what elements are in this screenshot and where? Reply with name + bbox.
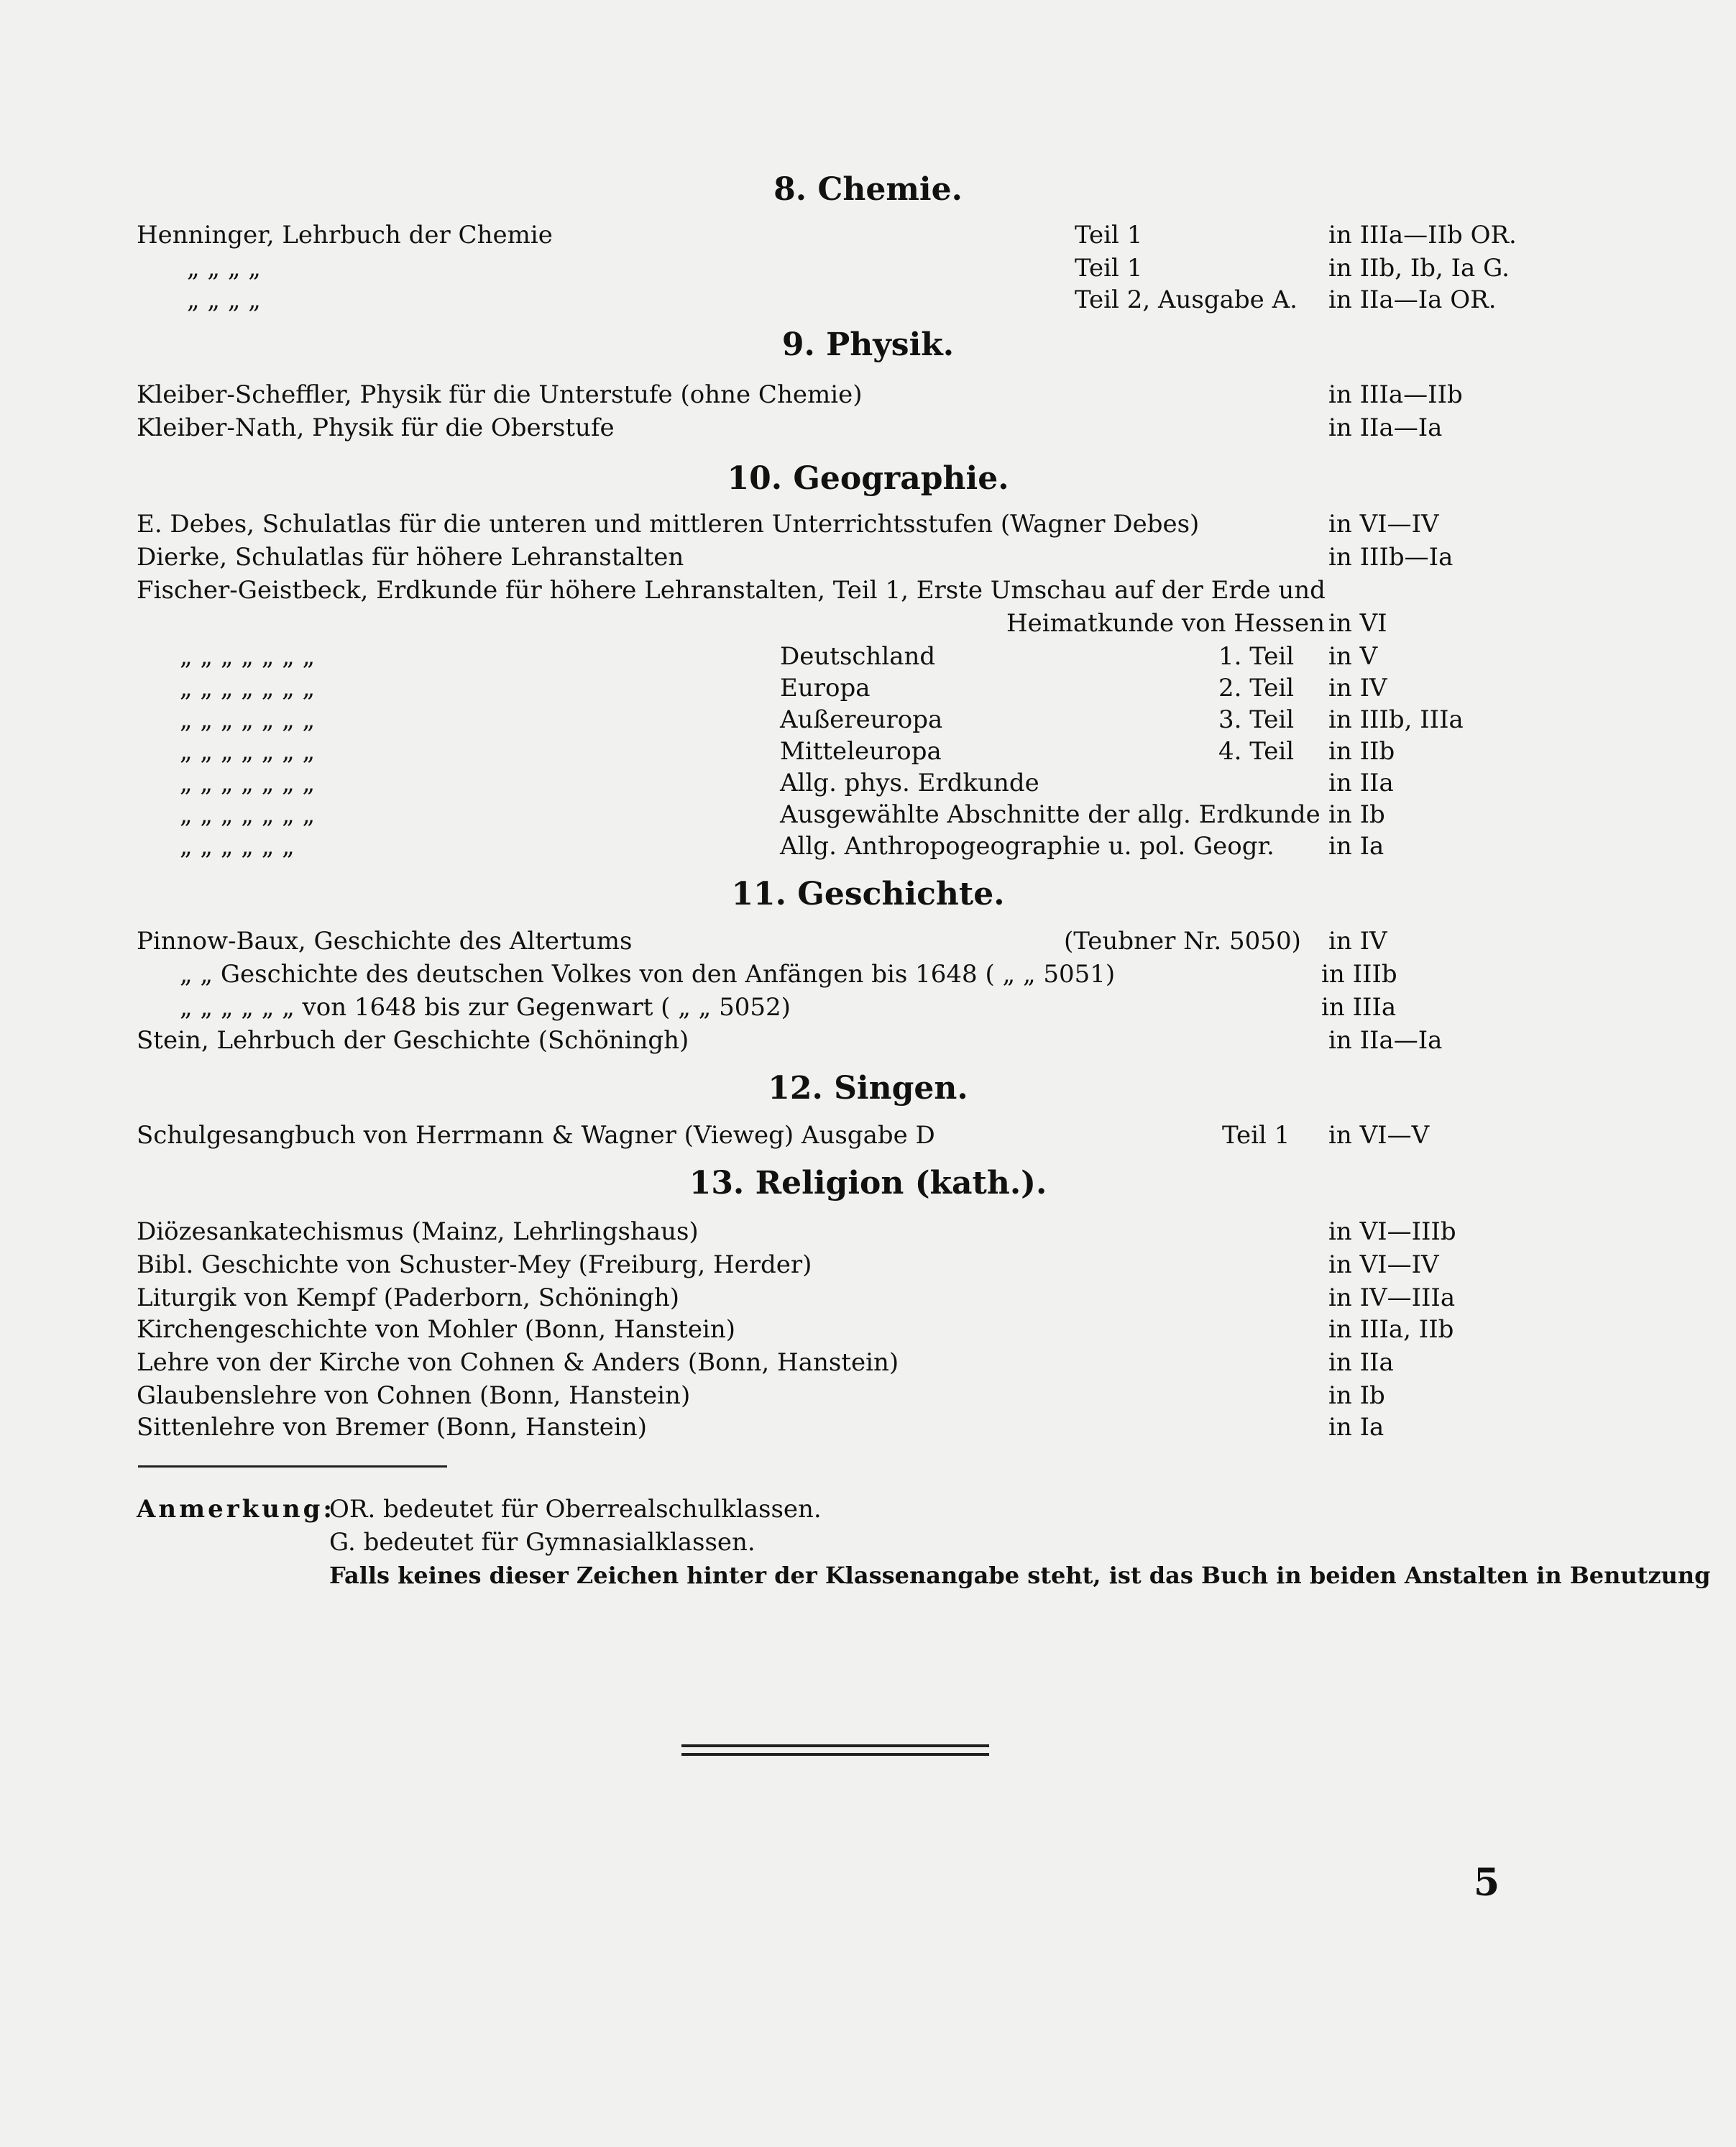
book-row: „ „ „ „ „ „ „ Europa 2. Teil in IV bbox=[180, 674, 1387, 702]
book-row: Stein, Lehrbuch der Geschichte (Schöningh) in IIa—Ia bbox=[137, 1026, 1443, 1055]
book-row: Liturgik von Kempf (Paderborn, Schöningh) in IV—IIIa bbox=[137, 1283, 1456, 1312]
section-heading-religion: 13. Religion (kath.). bbox=[689, 1165, 1047, 1201]
book-row: „ „ „ „ „ „ von 1648 bis zur Gegenwart ( „ „ 5052) in IIIa bbox=[180, 993, 1397, 1022]
book-row: Diözesankatechismus (Mainz, Lehrlingshaus) in VI—IIIb bbox=[137, 1217, 1456, 1246]
book-row: „ „ „ „ „ „ Allg. Anthropogeographie u. pol. Geogr. in Ia bbox=[180, 832, 1384, 861]
note-line-1: OR. bedeutet für Oberrealschulklassen. bbox=[329, 1495, 822, 1524]
book-row: Bibl. Geschichte von Schuster-Mey (Freiburg, Herder) in VI—IV bbox=[137, 1250, 1439, 1279]
book-row: „ „ Geschichte des deutschen Volkes von den Anfängen bis 1648 ( „ „ 5051) in IIIb bbox=[180, 960, 1397, 989]
footnote-divider bbox=[138, 1465, 447, 1468]
book-row: E. Debes, Schulatlas für die unteren und mittleren Unterrichtsstufen (Wagner Debes) in VI—IV bbox=[137, 510, 1439, 539]
book-row: „ „ „ „ „ „ „ Deutschland 1. Teil in V bbox=[180, 642, 1378, 671]
section-heading-chemie: 8. Chemie. bbox=[773, 171, 963, 208]
book-row: Henninger, Lehrbuch der Chemie Teil 1 in IIIa—IIb OR. bbox=[137, 221, 1517, 250]
book-row: Glaubenslehre von Cohnen (Bonn, Hanstein) in Ib bbox=[137, 1381, 1385, 1410]
book-row: Kleiber-Nath, Physik für die Oberstufe in IIa—Ia bbox=[137, 413, 1443, 442]
note-label: Anmerkung: bbox=[137, 1495, 335, 1524]
book-row: Fischer-Geistbeck, Erdkunde für höhere Lehranstalten, Teil 1, Erste Umschau auf der Erde und bbox=[137, 576, 1326, 605]
book-row: „ „ „ „ Teil 2, Ausgabe A. in IIa—Ia OR. bbox=[187, 285, 1497, 314]
book-row: Kirchengeschichte von Mohler (Bonn, Hanstein) in IIIa, IIb bbox=[137, 1315, 1454, 1344]
book-row: Kleiber-Scheffler, Physik für die Unterstufe (ohne Chemie) in IIIa—IIb bbox=[137, 380, 1463, 409]
note-line-3: Falls keines dieser Zeichen hinter der Klassenangabe steht, ist das Buch in beiden Anstalten in Benutzung bbox=[329, 1562, 1711, 1589]
page-number: 5 bbox=[1474, 1861, 1500, 1905]
book-row: „ „ „ „ „ „ „ Ausgewählte Abschnitte der allg. Erdkunde in Ib bbox=[180, 800, 1385, 829]
book-row: Heimatkunde von Hessen in VI bbox=[1006, 609, 1387, 638]
book-row: Lehre von der Kirche von Cohnen & Anders (Bonn, Hanstein) in IIa bbox=[137, 1348, 1394, 1377]
section-heading-geographie: 10. Geographie. bbox=[727, 460, 1009, 497]
section-heading-physik: 9. Physik. bbox=[781, 326, 955, 363]
book-row: „ „ „ „ „ „ „ Mitteleuropa 4. Teil in IIb bbox=[180, 737, 1395, 766]
book-row: Dierke, Schulatlas für höhere Lehranstalten in IIIb—Ia bbox=[137, 543, 1453, 572]
book-row: „ „ „ „ „ „ „ Außereuropa 3. Teil in IIIb, IIIa bbox=[180, 705, 1464, 734]
book-row: „ „ „ „ „ „ „ Allg. phys. Erdkunde in IIa bbox=[180, 769, 1394, 797]
note-line-2: G. bedeutet für Gymnasialklassen. bbox=[329, 1528, 756, 1557]
book-row: Sittenlehre von Bremer (Bonn, Hanstein) in Ia bbox=[137, 1413, 1384, 1442]
book-row: Schulgesangbuch von Herrmann & Wagner (Vieweg) Ausgabe D Teil 1 in VI—V bbox=[137, 1121, 1430, 1150]
book-row: „ „ „ „ Teil 1 in IIb, Ib, Ia G. bbox=[187, 254, 1510, 283]
section-heading-singen: 12. Singen. bbox=[768, 1070, 968, 1107]
section-heading-geschichte: 11. Geschichte. bbox=[731, 876, 1005, 912]
double-rule-bottom bbox=[681, 1753, 989, 1756]
double-rule-top bbox=[681, 1744, 989, 1747]
book-row: Pinnow-Baux, Geschichte des Altertums (Teubner Nr. 5050) in IV bbox=[137, 927, 1387, 956]
